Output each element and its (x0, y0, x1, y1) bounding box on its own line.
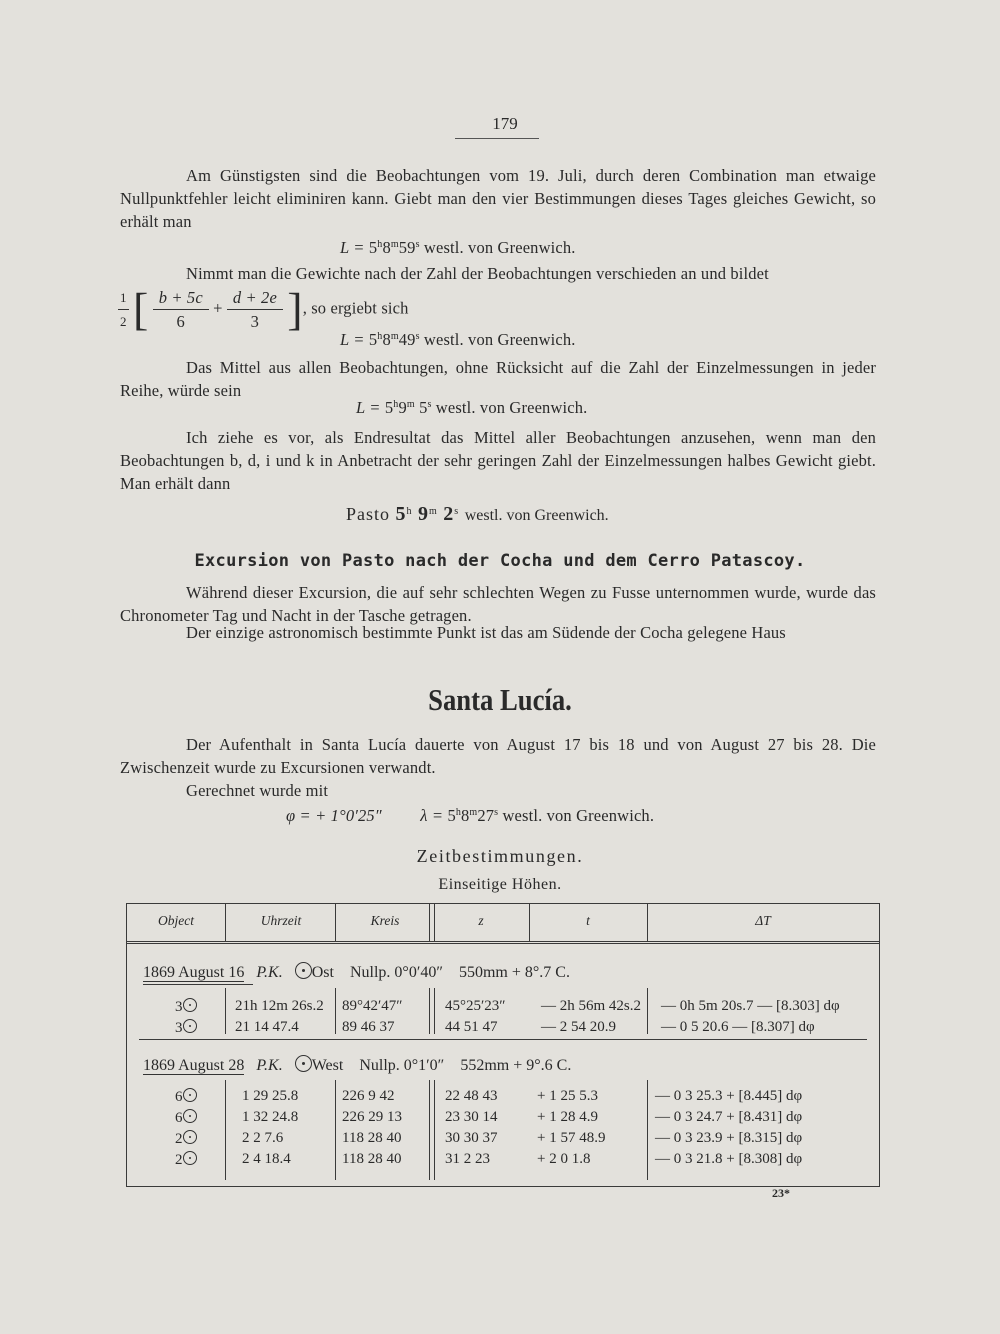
page-number-rule (455, 138, 539, 139)
formula-half-den: 2 (120, 314, 127, 329)
page-number: 179 (492, 114, 518, 133)
section-1-kreis: Ost (311, 964, 334, 981)
table-row-1-t: — 2h 56m 42s.2 (541, 998, 642, 1014)
pasto-result: Pasto 5$^h$ 9$^m$ 2$^s$ westl. von Greenwich. (346, 503, 609, 525)
coords-lambda: λ = (420, 806, 444, 825)
section-2-pk: P.K. (256, 1057, 283, 1074)
table-row-4-object (175, 1109, 197, 1127)
eq3-m: 9 (398, 398, 407, 417)
table-row-4-delta-t: — 0 3 24.7 + [8.431] dφ (655, 1109, 803, 1125)
sun-symbol-icon (183, 1151, 197, 1165)
section-2-heading (143, 1055, 571, 1075)
obj-count: 2 (175, 1152, 183, 1168)
divider (429, 904, 435, 941)
obj-count: 6 (175, 1089, 183, 1105)
table-row-5-object (175, 1130, 197, 1148)
observations-table (126, 903, 880, 1187)
obj-count: 3 (175, 1020, 183, 1036)
equation-l-2: L = 5$^h$8$^m$49$^s$ westl. von Greenwich. (340, 330, 576, 349)
eq3-s: 5 (419, 398, 428, 417)
table-row-6-t: + 2 0 1.8 (537, 1151, 591, 1167)
divider (529, 904, 530, 941)
sun-symbol-icon (183, 1019, 197, 1033)
th-t: t (586, 913, 590, 928)
table-row-5-t: + 1 57 48.9 (537, 1130, 606, 1146)
paragraph-aufenthalt: Der Aufenthalt in Santa Lucía dauerte von August 17 bis 18 und von August 27 bis 28. Die Zwischenzeit wurde zu Excursionen verwandt. (120, 735, 876, 777)
section-1-baro: 550mm + 8°.7 C. (458, 964, 570, 981)
table-row-5-z: 30 30 37 (445, 1130, 498, 1146)
th-object: Object (158, 913, 194, 928)
table-row-6-kreis: 118 28 40 (342, 1151, 402, 1167)
paragraph-excursion: Während dieser Excursion, die auf sehr schlechten Wegen zu Fusse unternommen wurde, wurde das Chronometer Tag und Nacht in der Tasche getragen. (120, 583, 876, 625)
formula-f1-den: 6 (176, 312, 185, 331)
paragraph-mittel: Das Mittel aus allen Beobachtungen, ohne Rücksicht auf die Zahl der Einzelmessungen in jeder Reihe, würde sein (120, 358, 876, 400)
pasto-tail: westl. von Greenwich. (464, 507, 609, 524)
formula-plus: + (213, 298, 223, 318)
divider (429, 988, 435, 1034)
paragraph-gewichte: Nimmt man die Gewichte nach der Zahl der Beobachtungen verschieden an und bildet (186, 264, 769, 283)
table-row-3-z: 22 48 43 (445, 1088, 498, 1104)
equation-l-3: L = 5$^h$9$^m$ 5$^s$ westl. von Greenwich. (356, 398, 588, 417)
table-row-5-delta-t: — 0 3 23.9 + [8.315] dφ (655, 1130, 803, 1146)
table-row-3-delta-t: — 0 3 25.3 + [8.445] dφ (655, 1088, 803, 1104)
table-row-3-uhrzeit: 1 29 25.8 (242, 1088, 299, 1104)
eq1-lhs: L = (340, 238, 365, 257)
eq1-m: 8 (382, 238, 391, 257)
pasto-h: 5 (395, 503, 407, 525)
table-row-6-delta-t: — 0 3 21.8 + [8.308] dφ (655, 1151, 803, 1167)
paragraph-guenstigsten: Am Günstigsten sind die Beobachtungen vom 19. Juli, durch deren Combination man etwaige Nullpunktfehler leicht eliminiren kann. Giebt man den vier Bestimmungen dieses Tages gleiches Gewicht, so erhält man (120, 166, 876, 231)
table-row-4-uhrzeit: 1 32 24.8 (242, 1109, 299, 1125)
formula-tail: , so ergiebt sich (302, 298, 409, 318)
divider (225, 988, 226, 1034)
sun-symbol-icon (183, 998, 197, 1012)
obj-count: 6 (175, 1110, 183, 1126)
divider (225, 904, 226, 941)
paragraph-gerechnet: Gerechnet wurde mit (186, 781, 329, 800)
coords-s: 27 (477, 806, 495, 825)
section-2-nullp: Nullp. 0°1′0″ (359, 1057, 445, 1074)
equation-l-1: L = 5$^h$8$^m$59$^s$ westl. von Greenwich. (340, 238, 576, 257)
th-z: z (478, 913, 484, 928)
eq1-s: 59 (398, 238, 416, 257)
table-row-2-object (175, 1019, 197, 1037)
table-row-5-kreis: 118 28 40 (342, 1130, 402, 1146)
coordinates-line: φ = + 1°0′25″ λ = 5$^h$8$^m$27$^s$ westl. von Greenwich. (286, 806, 655, 825)
th-uhrzeit: Uhrzeit (260, 913, 302, 928)
table-row-1-delta-t: — 0h 5m 20s.7 — [8.303] dφ (661, 998, 840, 1014)
table-row-3-t: + 1 25 5.3 (537, 1088, 598, 1104)
obj-count: 3 (175, 999, 183, 1015)
table-row-4-kreis: 226 29 13 (342, 1109, 402, 1125)
table-row-4-t: + 1 28 4.9 (537, 1109, 598, 1125)
table-row-6-uhrzeit: 2 4 18.4 (242, 1151, 291, 1167)
divider (335, 904, 336, 941)
paragraph-endresultat: Ich ziehe es vor, als Endresultat das Mittel aller Beobachtungen anzusehen, wenn man den Beobachtungen b, d, i und k in Anbetracht der sehr geringen Zahl der Einzelmessungen halbes Gewicht giebt. Man erhält dann (120, 428, 876, 493)
table-row-2-uhrzeit: 21 14 47.4 (235, 1019, 299, 1035)
table-row-6-z: 31 2 23 (445, 1151, 490, 1167)
heading-excursion: Excursion von Pasto nach der Cocha und dem Cerro Patascoy. (194, 551, 806, 571)
sun-symbol-icon (295, 1055, 312, 1072)
eq1-h: 5 (368, 238, 378, 257)
left-bracket: [ (132, 283, 149, 335)
table-row-3-kreis: 226 9 42 (342, 1088, 395, 1104)
th-kreis: Kreis (370, 913, 400, 928)
pasto-name: Pasto (346, 504, 391, 524)
table-row-2-delta-t: — 0 5 20.6 — [8.307] dφ (661, 1019, 815, 1035)
sun-symbol-icon (183, 1088, 197, 1102)
section-1-date: 1869 August 16 (143, 964, 245, 981)
eq3-tail: westl. von Greenwich. (435, 398, 588, 417)
section-separator (139, 1039, 867, 1040)
sun-symbol-icon (183, 1130, 197, 1144)
table-row-5-uhrzeit: 2 2 7.6 (242, 1130, 284, 1146)
coords-h: 5 (447, 806, 456, 825)
pasto-s: 2 (443, 503, 455, 525)
underline (143, 984, 253, 985)
section-1-nullp: Nullp. 0°0′40″ (349, 964, 443, 981)
formula-f2-den: 3 (250, 312, 260, 331)
eq1-tail: westl. von Greenwich. (423, 238, 576, 257)
heading-zeitbestimmungen: Zeitbestimmungen. (416, 846, 584, 866)
subheading-einseitige: Einseitige Höhen. (438, 876, 562, 893)
table-header (127, 904, 879, 944)
table-row-2-t: — 2 54 20.9 (541, 1019, 616, 1035)
table-row-1-z: 45°25′23″ (445, 998, 506, 1014)
table-row-1-object (175, 998, 197, 1016)
eq3-lhs: L = (356, 398, 381, 417)
divider (225, 1080, 226, 1180)
eq2-s: 49 (398, 330, 416, 349)
table-row-6-object (175, 1151, 197, 1169)
divider (335, 1080, 336, 1180)
th-delta-t: ΔT (755, 913, 771, 928)
eq2-h: 5 (368, 330, 378, 349)
divider (429, 1080, 435, 1180)
divider (647, 904, 648, 941)
divider (335, 988, 336, 1034)
eq2-tail: westl. von Greenwich. (423, 330, 576, 349)
eq2-lhs: L = (340, 330, 365, 349)
formula-f2-num: d + 2e (227, 286, 283, 310)
title-santa-lucia: Santa Lucía. (428, 682, 572, 717)
obj-count: 2 (175, 1131, 183, 1147)
table-row-2-kreis: 89 46 37 (342, 1019, 395, 1035)
eq2-m: 8 (382, 330, 391, 349)
weighted-formula (118, 283, 518, 335)
table-row-2-z: 44 51 47 (445, 1019, 498, 1035)
section-1-pk: P.K. (256, 964, 283, 981)
formula-half-num: 1 (118, 286, 129, 310)
table-row-1-uhrzeit: 21h 12m 26s.2 (235, 998, 324, 1014)
formula-f1-num: b + 5c (153, 286, 209, 310)
table-row-4-z: 23 30 14 (445, 1109, 498, 1125)
table-row-3-object (175, 1088, 197, 1106)
table-row-1-kreis: 89°42′47″ (342, 998, 403, 1014)
right-bracket: ] (287, 283, 303, 335)
sun-symbol-icon (295, 962, 312, 979)
signature-mark: 23* (772, 1186, 790, 1200)
divider (647, 988, 648, 1034)
pasto-m: 9 (418, 503, 430, 525)
section-1-heading (143, 962, 570, 982)
paragraph-haus: Der einzige astronomisch bestimmte Punkt ist das am Südende der Cocha gelegene Haus (186, 623, 786, 642)
eq3-h: 5 (384, 398, 394, 417)
coords-phi: φ = + 1°0′25″ (286, 806, 382, 825)
section-2-date: 1869 August 28 (143, 1057, 245, 1074)
sun-symbol-icon (183, 1109, 197, 1123)
coords-m: 8 (461, 806, 470, 825)
coords-tail: westl. von Greenwich. (502, 806, 655, 825)
section-2-baro: 552mm + 9°.6 C. (460, 1057, 572, 1074)
section-2-kreis: West (311, 1057, 344, 1074)
divider (647, 1080, 648, 1180)
